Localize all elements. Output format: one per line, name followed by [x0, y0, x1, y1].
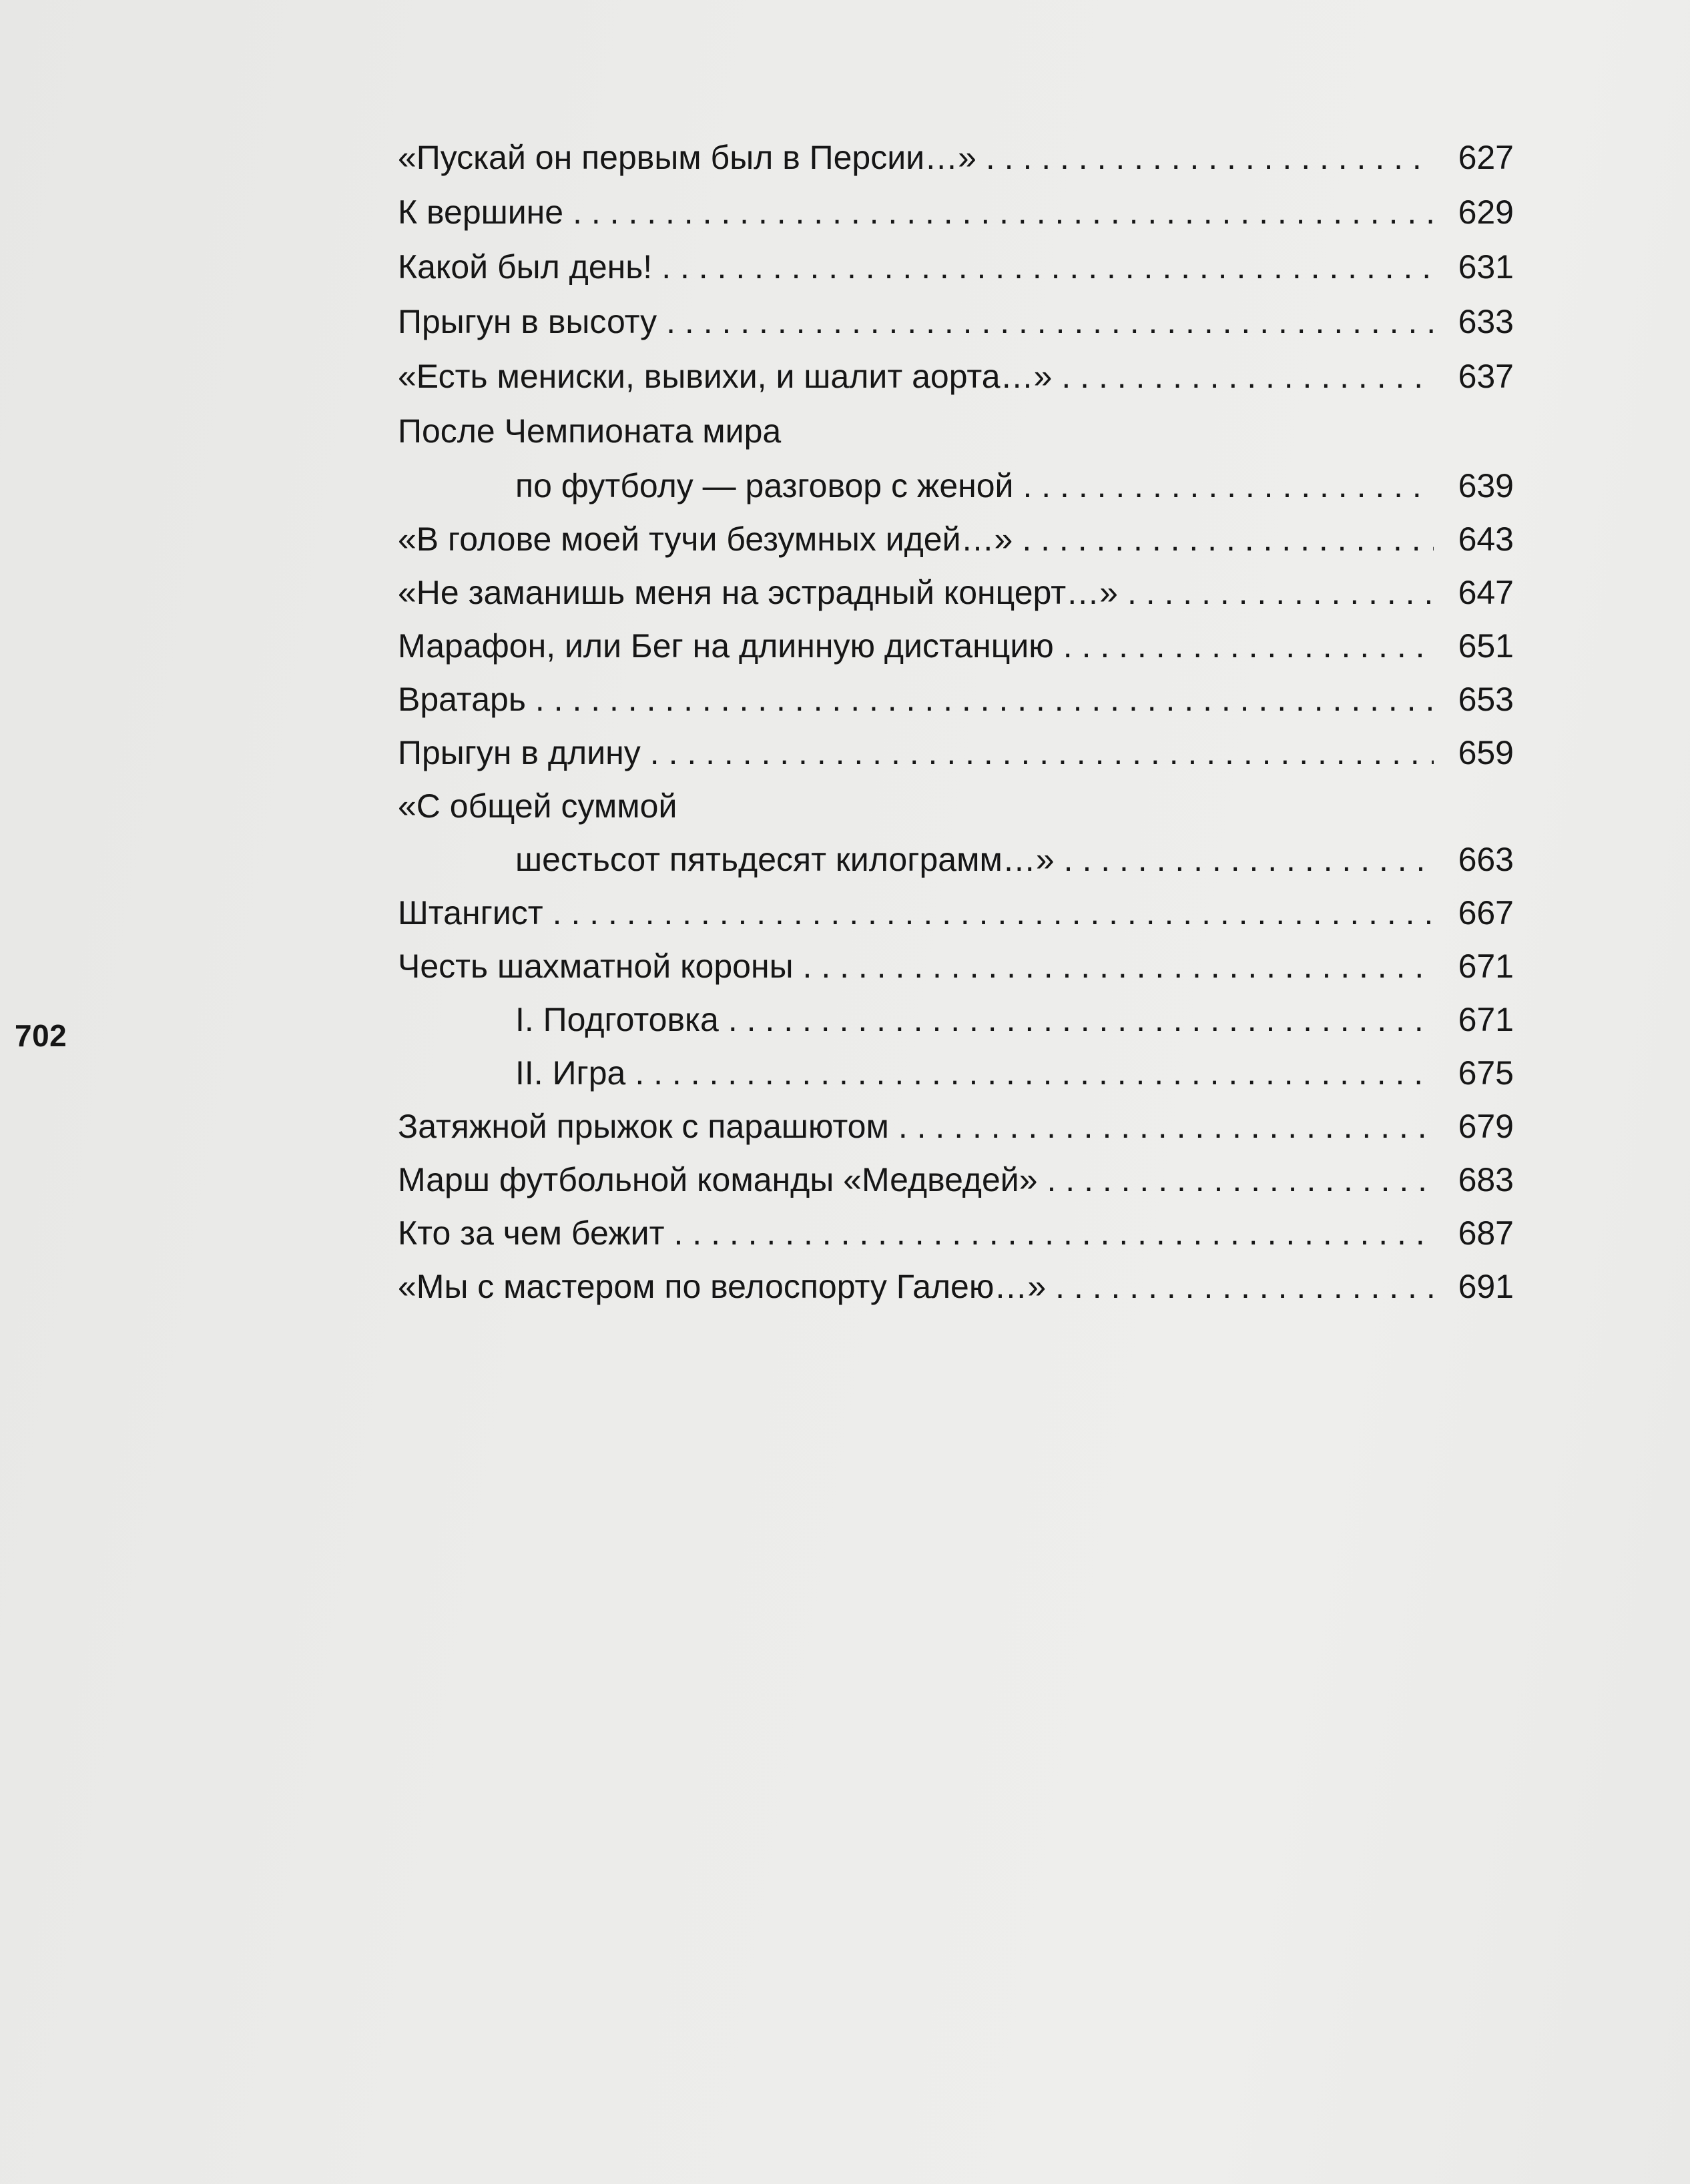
- toc-entry-title: по футболу — разговор с женой: [515, 467, 1014, 504]
- toc-entry-page: 683: [1458, 1161, 1514, 1198]
- toc-entry-page: 667: [1458, 894, 1514, 932]
- dot-leader: [535, 679, 1434, 719]
- toc-entry: [398, 1093, 1514, 1146]
- dot-leader: [1127, 573, 1434, 613]
- dot-leader: [1022, 519, 1434, 559]
- toc-entry: [398, 232, 1514, 287]
- toc-entry-title: Какой был день!: [398, 248, 653, 286]
- toc-entry-page: 637: [1458, 358, 1514, 395]
- toc-entry: [398, 933, 1514, 986]
- toc-entry: [398, 506, 1514, 559]
- toc-entry: [398, 666, 1514, 719]
- toc-entry: [398, 559, 1514, 613]
- toc-entry: [398, 613, 1514, 666]
- dot-leader: [573, 192, 1434, 232]
- toc-entry: [398, 879, 1514, 933]
- toc-entry-page: 679: [1458, 1108, 1514, 1145]
- toc-entry-heading: [398, 773, 1514, 826]
- toc-entry-title: «Не заманишь меня на эстрадный концерт…»: [398, 574, 1118, 611]
- table-of-contents: [398, 123, 1514, 1307]
- toc-entry-page: 647: [1458, 574, 1514, 611]
- toc-entry: [398, 1146, 1514, 1200]
- dot-leader: [1061, 356, 1434, 396]
- dot-leader: [728, 1000, 1434, 1040]
- toc-entry: [398, 123, 1514, 177]
- dot-leader: [635, 1053, 1434, 1093]
- toc-entry: [398, 826, 1514, 879]
- toc-entry-title: «В голове моей тучи безумных идей…»: [398, 520, 1013, 558]
- page-number: 702: [15, 1018, 67, 1053]
- dot-leader: [986, 137, 1434, 177]
- toc-entry-page: 643: [1458, 520, 1514, 558]
- toc-entry: [398, 177, 1514, 232]
- dot-leader: [666, 302, 1434, 342]
- toc-entry-title: К вершине: [398, 194, 564, 231]
- toc-entry-title: После Чемпионата мира: [398, 412, 782, 450]
- toc-entry-title: Штангист: [398, 894, 543, 932]
- dot-leader: [1064, 839, 1434, 879]
- toc-entry: [398, 1200, 1514, 1253]
- toc-entry-page: 627: [1458, 139, 1514, 176]
- toc-entry-title: Марш футбольной команды «Медведей»: [398, 1161, 1038, 1198]
- toc-entry-page: 675: [1458, 1054, 1514, 1092]
- dot-leader: [553, 893, 1434, 933]
- toc-entry: [398, 342, 1514, 396]
- toc-entry-title: Марафон, или Бег на длинную дистанцию: [398, 627, 1054, 665]
- toc-entry-page: 631: [1458, 248, 1514, 286]
- toc-entry-page: 653: [1458, 681, 1514, 718]
- toc-entry: [398, 287, 1514, 342]
- toc-entry-page: 639: [1458, 467, 1514, 504]
- toc-entry: [398, 1253, 1514, 1307]
- toc-entry-title: Прыгун в высоту: [398, 303, 657, 340]
- toc-entry-page: 687: [1458, 1214, 1514, 1252]
- dot-leader: [898, 1106, 1434, 1146]
- dot-leader: [1047, 1160, 1434, 1200]
- toc-entry-title: «Пускай он первым был в Персии…»: [398, 139, 976, 176]
- dot-leader: [1055, 1266, 1434, 1307]
- toc-entry-title: II. Игра: [515, 1054, 626, 1092]
- toc-entry-heading: [398, 396, 1514, 451]
- toc-entry-page: 633: [1458, 303, 1514, 340]
- dot-leader: [650, 733, 1434, 773]
- toc-entry-title: Вратарь: [398, 681, 526, 718]
- dot-leader: [661, 247, 1434, 287]
- toc-entry-title: Честь шахматной короны: [398, 948, 794, 985]
- toc-entry-title: Затяжной прыжок с парашютом: [398, 1108, 889, 1145]
- dot-leader: [1063, 626, 1434, 666]
- toc-entry-page: 671: [1458, 948, 1514, 985]
- toc-entry-title: «С общей суммой: [398, 787, 677, 825]
- toc-entry: [398, 986, 1514, 1040]
- toc-entry-title: Прыгун в длину: [398, 734, 641, 771]
- toc-entry-page: 663: [1458, 841, 1514, 878]
- toc-entry-title: шестьсот пятьдесят килограмм…»: [515, 841, 1055, 878]
- toc-entry: [398, 1040, 1514, 1093]
- toc-entry-page: 659: [1458, 734, 1514, 771]
- toc-entry-title: «Есть мениски, вывихи, и шалит аорта…»: [398, 358, 1053, 395]
- toc-entry-title: Кто за чем бежит: [398, 1214, 665, 1252]
- toc-entry-page: 629: [1458, 194, 1514, 231]
- toc-entry-page: 671: [1458, 1001, 1514, 1038]
- toc-entry-title: I. Подготовка: [515, 1001, 719, 1038]
- toc-entry-title: «Мы с мастером по велоспорту Галею…»: [398, 1268, 1047, 1305]
- dot-leader: [674, 1213, 1434, 1253]
- toc-entry: [398, 451, 1514, 506]
- dot-leader: [803, 946, 1434, 986]
- toc-entry-page: 651: [1458, 627, 1514, 665]
- dot-leader: [1023, 466, 1434, 506]
- toc-entry-page: 691: [1458, 1268, 1514, 1305]
- toc-entry: [398, 719, 1514, 773]
